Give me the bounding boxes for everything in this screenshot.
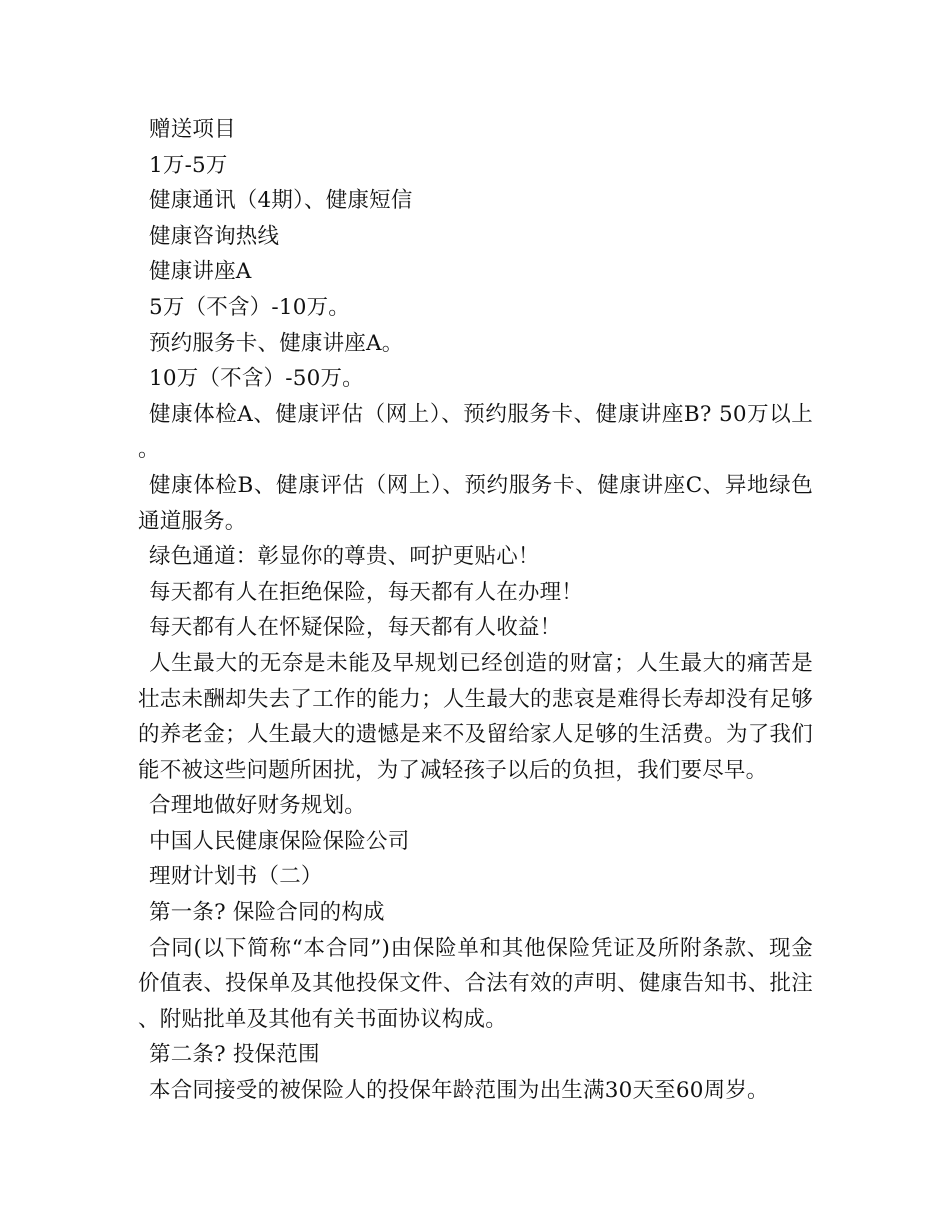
paragraph-tier-3-range: 10万（不含）-50万。 (149, 366, 364, 392)
paragraph-tier-2-services: 预约服务卡、健康讲座A。 (149, 330, 404, 356)
paragraph-tier-1-hotline: 健康咨询热线 (149, 223, 280, 249)
paragraph-company-name: 中国人民健康保险保险公司 (149, 828, 410, 854)
paragraph-life-reflection: 人生最大的无奈是未能及早规划已经创造的财富；人生最大的痛苦是壮志未酬却失去了工作的能力；人生最大的悲哀是难得长寿却没有足够的养老金；人生最大的遗憾是来不及留给家人足够的生活费。为了我们能不被这些问题所困扰，为了减轻孩子以后的负担，我们要尽早。 (138, 650, 813, 783)
paragraph-slogan-1: 每天都有人在拒绝保险，每天都有人在办理！ (149, 579, 584, 605)
paragraph-tier-1-newsletter: 健康通讯（4期）、健康短信 (149, 188, 413, 214)
paragraph-article-1-heading: 第一条? 保险合同的构成 (149, 900, 385, 926)
paragraph-financial-planning: 合理地做好财务规划。 (149, 793, 367, 819)
document-body (138, 112, 813, 1109)
paragraph-article-2-body: 本合同接受的被保险人的投保年龄范围为出生满30天至60周岁。 (149, 1078, 769, 1104)
paragraph-tier-1-range: 1万-5万 (149, 152, 228, 178)
paragraph-plan-title: 理财计划书（二） (149, 864, 323, 890)
paragraph-tier-2-range: 5万（不含）-10万。 (149, 294, 351, 320)
paragraph-tier-4-services: 健康体检B、健康评估（网上）、预约服务卡、健康讲座C、异地绿色通道服务。 (138, 472, 813, 534)
paragraph-green-channel: 绿色通道：彰显你的尊贵、呵护更贴心！ (149, 544, 540, 570)
paragraph-tier-3-services: 健康体检A、健康评估（网上）、预约服务卡、健康讲座B? 50万以上。 (138, 401, 813, 463)
paragraph-tier-1-lecture: 健康讲座A (149, 259, 252, 285)
paragraph-slogan-2: 每天都有人在怀疑保险，每天都有人收益！ (149, 615, 562, 641)
paragraph-article-2-heading: 第二条? 投保范围 (149, 1042, 320, 1068)
paragraph-gift-items-heading: 赠送项目 (149, 117, 236, 142)
paragraph-article-1-body: 合同(以下简称“本合同”)由保险单和其他保险凭证及所附条款、现金价值表、投保单及其他投保文件、合法有效的声明、健康告知书、批注、附贴批单及其他有关书面协议构成。 (138, 935, 813, 1032)
